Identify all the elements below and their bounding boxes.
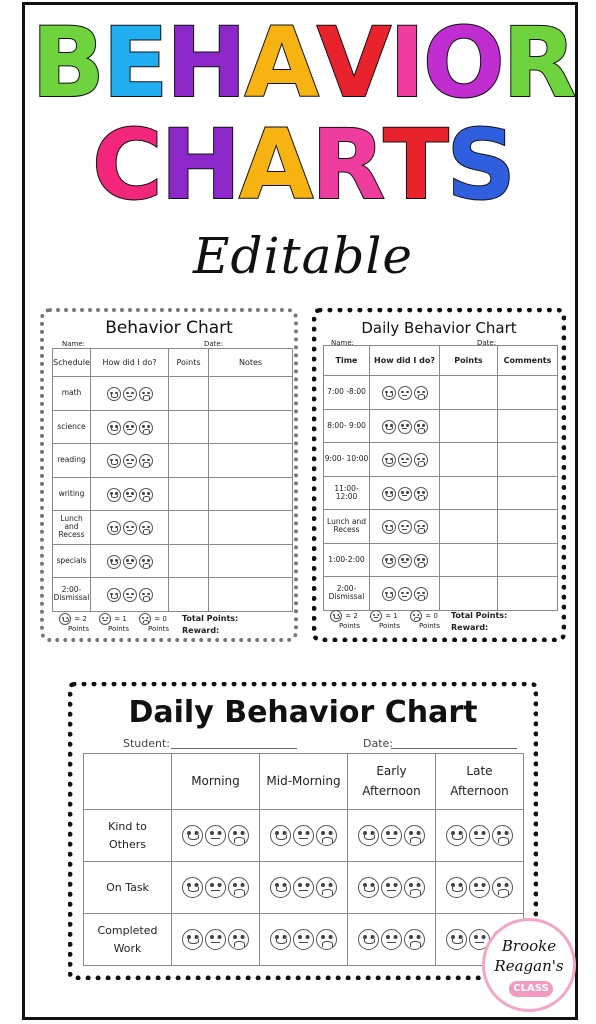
title-letter: I: [389, 7, 423, 119]
table-row: [84, 862, 524, 914]
points-cell: [169, 410, 209, 444]
neutral-face-icon: [469, 825, 490, 846]
title-letter: R: [311, 109, 384, 221]
rating-faces: [260, 914, 348, 966]
title-line-charts: [25, 109, 581, 221]
notes-cell: [209, 578, 293, 612]
total-points-label: Total Points:: [182, 614, 239, 623]
rating-faces: [91, 377, 169, 411]
neutral-face-icon: [370, 610, 382, 622]
sad-face-icon: [139, 421, 153, 435]
name-label: Name:: [331, 339, 355, 347]
happy-face-icon: [182, 929, 203, 950]
sad-face-icon: [139, 488, 153, 502]
notes-cell: [498, 476, 558, 510]
title-letter: H: [160, 109, 239, 221]
neutral-face-icon: [398, 587, 412, 601]
points-cell: [440, 510, 498, 544]
table-row: [53, 444, 293, 478]
happy-face-icon: [358, 877, 379, 898]
behavior-chart-sheet: [40, 308, 298, 642]
legend-unit: Points: [379, 622, 401, 630]
sad-face-icon: [410, 610, 422, 622]
neutral-face-icon: [205, 929, 226, 950]
points-cell: [169, 477, 209, 511]
legend-item: [58, 613, 89, 633]
column-header: Late Afternoon: [436, 754, 524, 810]
sad-face-icon: [404, 825, 425, 846]
table-row: [324, 543, 558, 577]
neutral-face-icon: [123, 555, 137, 569]
reward-label: Reward:: [182, 626, 220, 635]
happy-face-icon: [107, 488, 121, 502]
row-label: Kind to Others: [84, 810, 172, 862]
title-letter: S: [446, 109, 514, 221]
column-header: Morning: [172, 754, 260, 810]
happy-face-icon: [382, 587, 396, 601]
table-row: [324, 476, 558, 510]
rating-faces: [348, 914, 436, 966]
row-label: 7:00 -8:00: [324, 376, 370, 410]
row-label: 8:00- 9:00: [324, 409, 370, 443]
sheet-title: Daily Behavior Chart: [361, 319, 517, 337]
title-letter: E: [102, 7, 167, 119]
sad-face-icon: [414, 520, 428, 534]
title-letter: H: [166, 7, 245, 119]
sad-face-icon: [316, 825, 337, 846]
sad-face-icon: [414, 453, 428, 467]
rating-faces: [91, 511, 169, 545]
rating-faces: [370, 409, 440, 443]
sad-face-icon: [139, 454, 153, 468]
legend-value: = 0: [425, 612, 438, 620]
table-row: [53, 544, 293, 578]
title-line-behavior: [25, 7, 581, 119]
neutral-face-icon: [398, 386, 412, 400]
student-line: [171, 748, 297, 749]
sad-face-icon: [414, 554, 428, 568]
column-header: Mid-Morning: [260, 754, 348, 810]
points-cell: [440, 409, 498, 443]
sad-face-icon: [492, 877, 513, 898]
notes-cell: [209, 410, 293, 444]
logo-line3: CLASS: [509, 981, 553, 997]
rating-faces: [260, 810, 348, 862]
logo-line1: Brooke: [501, 937, 557, 955]
title-letter: C: [92, 109, 161, 221]
points-cell: [169, 511, 209, 545]
table-row: [324, 409, 558, 443]
notes-cell: [498, 376, 558, 410]
column-header: How did I do?: [91, 349, 169, 377]
notes-cell: [498, 409, 558, 443]
points-cell: [440, 543, 498, 577]
legend-item: [369, 610, 400, 630]
sad-face-icon: [228, 929, 249, 950]
row-label: Lunch and Recess: [324, 510, 370, 544]
table-row: [324, 443, 558, 477]
happy-face-icon: [330, 610, 342, 622]
happy-face-icon: [107, 588, 121, 602]
happy-face-icon: [382, 453, 396, 467]
legend-unit: Points: [339, 622, 361, 630]
points-cell: [440, 376, 498, 410]
notes-cell: [498, 577, 558, 611]
neutral-face-icon: [205, 877, 226, 898]
notes-cell: [209, 477, 293, 511]
happy-face-icon: [358, 825, 379, 846]
notes-cell: [498, 543, 558, 577]
sheet-title: Behavior Chart: [105, 318, 233, 338]
table-row: [53, 477, 293, 511]
happy-face-icon: [446, 929, 467, 950]
points-cell: [169, 578, 209, 612]
neutral-face-icon: [398, 520, 412, 534]
rating-faces: [260, 862, 348, 914]
legend-item: [329, 610, 360, 630]
happy-face-icon: [382, 487, 396, 501]
row-label: reading: [53, 444, 91, 478]
neutral-face-icon: [398, 420, 412, 434]
sad-face-icon: [404, 877, 425, 898]
column-header: Early Afternoon: [348, 754, 436, 810]
date-label: Date:: [477, 339, 497, 347]
neutral-face-icon: [123, 387, 137, 401]
rating-faces: [436, 810, 524, 862]
rating-faces: [172, 862, 260, 914]
date-line: [391, 748, 517, 749]
rating-faces: [91, 578, 169, 612]
column-header: Comments: [498, 346, 558, 376]
sad-face-icon: [139, 588, 153, 602]
sad-face-icon: [404, 929, 425, 950]
points-cell: [440, 577, 498, 611]
sad-face-icon: [139, 613, 151, 625]
row-label: 9:00- 10:00: [324, 443, 370, 477]
neutral-face-icon: [381, 929, 402, 950]
neutral-face-icon: [123, 488, 137, 502]
sad-face-icon: [228, 825, 249, 846]
daily-behavior-chart-sheet-large: [68, 682, 538, 980]
sad-face-icon: [139, 555, 153, 569]
happy-face-icon: [446, 877, 467, 898]
neutral-face-icon: [123, 421, 137, 435]
neutral-face-icon: [293, 877, 314, 898]
points-cell: [169, 377, 209, 411]
table-row: [84, 810, 524, 862]
legend-value: = 1: [114, 615, 127, 623]
row-label: writing: [53, 477, 91, 511]
rating-faces: [370, 543, 440, 577]
rating-faces: [370, 443, 440, 477]
daily-behavior-table: [83, 753, 524, 966]
title-letter: A: [238, 109, 312, 221]
sad-face-icon: [414, 386, 428, 400]
title-letter: V: [316, 7, 390, 119]
table-row: [53, 377, 293, 411]
happy-face-icon: [270, 929, 291, 950]
legend-item: [409, 610, 440, 630]
neutral-face-icon: [123, 454, 137, 468]
notes-cell: [209, 377, 293, 411]
daily-behavior-chart-sheet-small: [312, 308, 566, 642]
row-label: Lunch and Recess: [53, 511, 91, 545]
neutral-face-icon: [293, 929, 314, 950]
sad-face-icon: [414, 487, 428, 501]
title-letter: O: [422, 7, 503, 119]
column-header: Points: [169, 349, 209, 377]
rating-faces: [348, 810, 436, 862]
name-label: Name:: [62, 340, 86, 348]
sad-face-icon: [316, 877, 337, 898]
table-row: [84, 914, 524, 966]
rating-faces: [91, 444, 169, 478]
table-row: [53, 511, 293, 545]
rating-faces: [91, 477, 169, 511]
rating-faces: [370, 476, 440, 510]
row-label: 2:00- Dismissal: [324, 577, 370, 611]
rating-faces: [172, 810, 260, 862]
column-header: Time: [324, 346, 370, 376]
legend-value: = 0: [154, 615, 167, 623]
reward-label: Reward:: [451, 623, 489, 632]
points-cell: [169, 444, 209, 478]
points-cell: [169, 544, 209, 578]
neutral-face-icon: [293, 825, 314, 846]
column-header: How did I do?: [370, 346, 440, 376]
legend-value: = 2: [74, 615, 87, 623]
column-header: Notes: [209, 349, 293, 377]
rating-faces: [370, 376, 440, 410]
column-header: Schedule: [53, 349, 91, 377]
happy-face-icon: [358, 929, 379, 950]
table-row: [324, 376, 558, 410]
row-label: science: [53, 410, 91, 444]
title-letter: R: [502, 7, 575, 119]
happy-face-icon: [382, 420, 396, 434]
student-label: Student:: [123, 737, 171, 750]
table-row: [53, 578, 293, 612]
title-letter: A: [244, 7, 317, 119]
points-cell: [440, 476, 498, 510]
subtitle: Editable: [193, 227, 413, 285]
row-label: 2:00- Dismissal: [53, 578, 91, 612]
happy-face-icon: [107, 555, 121, 569]
legend-value: = 2: [345, 612, 358, 620]
daily-behavior-table: [323, 345, 558, 611]
row-label: specials: [53, 544, 91, 578]
row-label: 1:00-2:00: [324, 543, 370, 577]
legend-unit: Points: [419, 622, 441, 630]
happy-face-icon: [270, 877, 291, 898]
row-label: 11:00-12:00: [324, 476, 370, 510]
column-header: [84, 754, 172, 810]
happy-face-icon: [107, 421, 121, 435]
legend-unit: Points: [148, 625, 170, 633]
happy-face-icon: [270, 825, 291, 846]
date-label: Date:: [204, 340, 224, 348]
happy-face-icon: [59, 613, 71, 625]
neutral-face-icon: [99, 613, 111, 625]
rating-faces: [172, 914, 260, 966]
sad-face-icon: [316, 929, 337, 950]
neutral-face-icon: [381, 877, 402, 898]
rating-faces: [370, 510, 440, 544]
notes-cell: [498, 510, 558, 544]
neutral-face-icon: [398, 554, 412, 568]
happy-face-icon: [107, 454, 121, 468]
sad-face-icon: [139, 521, 153, 535]
points-cell: [440, 443, 498, 477]
happy-face-icon: [107, 521, 121, 535]
legend-unit: Points: [68, 625, 90, 633]
table-row: [324, 577, 558, 611]
neutral-face-icon: [123, 521, 137, 535]
neutral-face-icon: [398, 487, 412, 501]
neutral-face-icon: [123, 588, 137, 602]
title-letter: T: [383, 109, 447, 221]
row-label: Completed Work: [84, 914, 172, 966]
column-header: Points: [440, 346, 498, 376]
legend-value: = 1: [385, 612, 398, 620]
happy-face-icon: [446, 825, 467, 846]
neutral-face-icon: [469, 877, 490, 898]
legend-item: [138, 613, 169, 633]
sheet-title: Daily Behavior Chart: [128, 695, 478, 730]
total-points-label: Total Points:: [451, 611, 508, 620]
row-label: On Task: [84, 862, 172, 914]
sad-face-icon: [228, 877, 249, 898]
notes-cell: [209, 444, 293, 478]
happy-face-icon: [182, 825, 203, 846]
brooke-reagans-class-logo: [482, 918, 576, 1012]
date-label: Date:: [363, 737, 393, 750]
sad-face-icon: [139, 387, 153, 401]
behavior-table: [52, 348, 293, 612]
neutral-face-icon: [398, 453, 412, 467]
happy-face-icon: [182, 877, 203, 898]
sad-face-icon: [414, 420, 428, 434]
happy-face-icon: [107, 387, 121, 401]
rating-faces: [348, 862, 436, 914]
neutral-face-icon: [205, 825, 226, 846]
rating-faces: [436, 862, 524, 914]
neutral-face-icon: [381, 825, 402, 846]
row-label: math: [53, 377, 91, 411]
rating-faces: [91, 410, 169, 444]
notes-cell: [209, 511, 293, 545]
happy-face-icon: [382, 386, 396, 400]
legend-item: [98, 613, 129, 633]
sad-face-icon: [492, 825, 513, 846]
rating-faces: [91, 544, 169, 578]
logo-line2: Reagan's: [494, 957, 564, 975]
happy-face-icon: [382, 520, 396, 534]
notes-cell: [498, 443, 558, 477]
sad-face-icon: [414, 587, 428, 601]
notes-cell: [209, 544, 293, 578]
legend-unit: Points: [108, 625, 130, 633]
table-row: [53, 410, 293, 444]
rating-faces: [370, 577, 440, 611]
title-letter: B: [31, 7, 103, 119]
table-row: [324, 510, 558, 544]
happy-face-icon: [382, 554, 396, 568]
